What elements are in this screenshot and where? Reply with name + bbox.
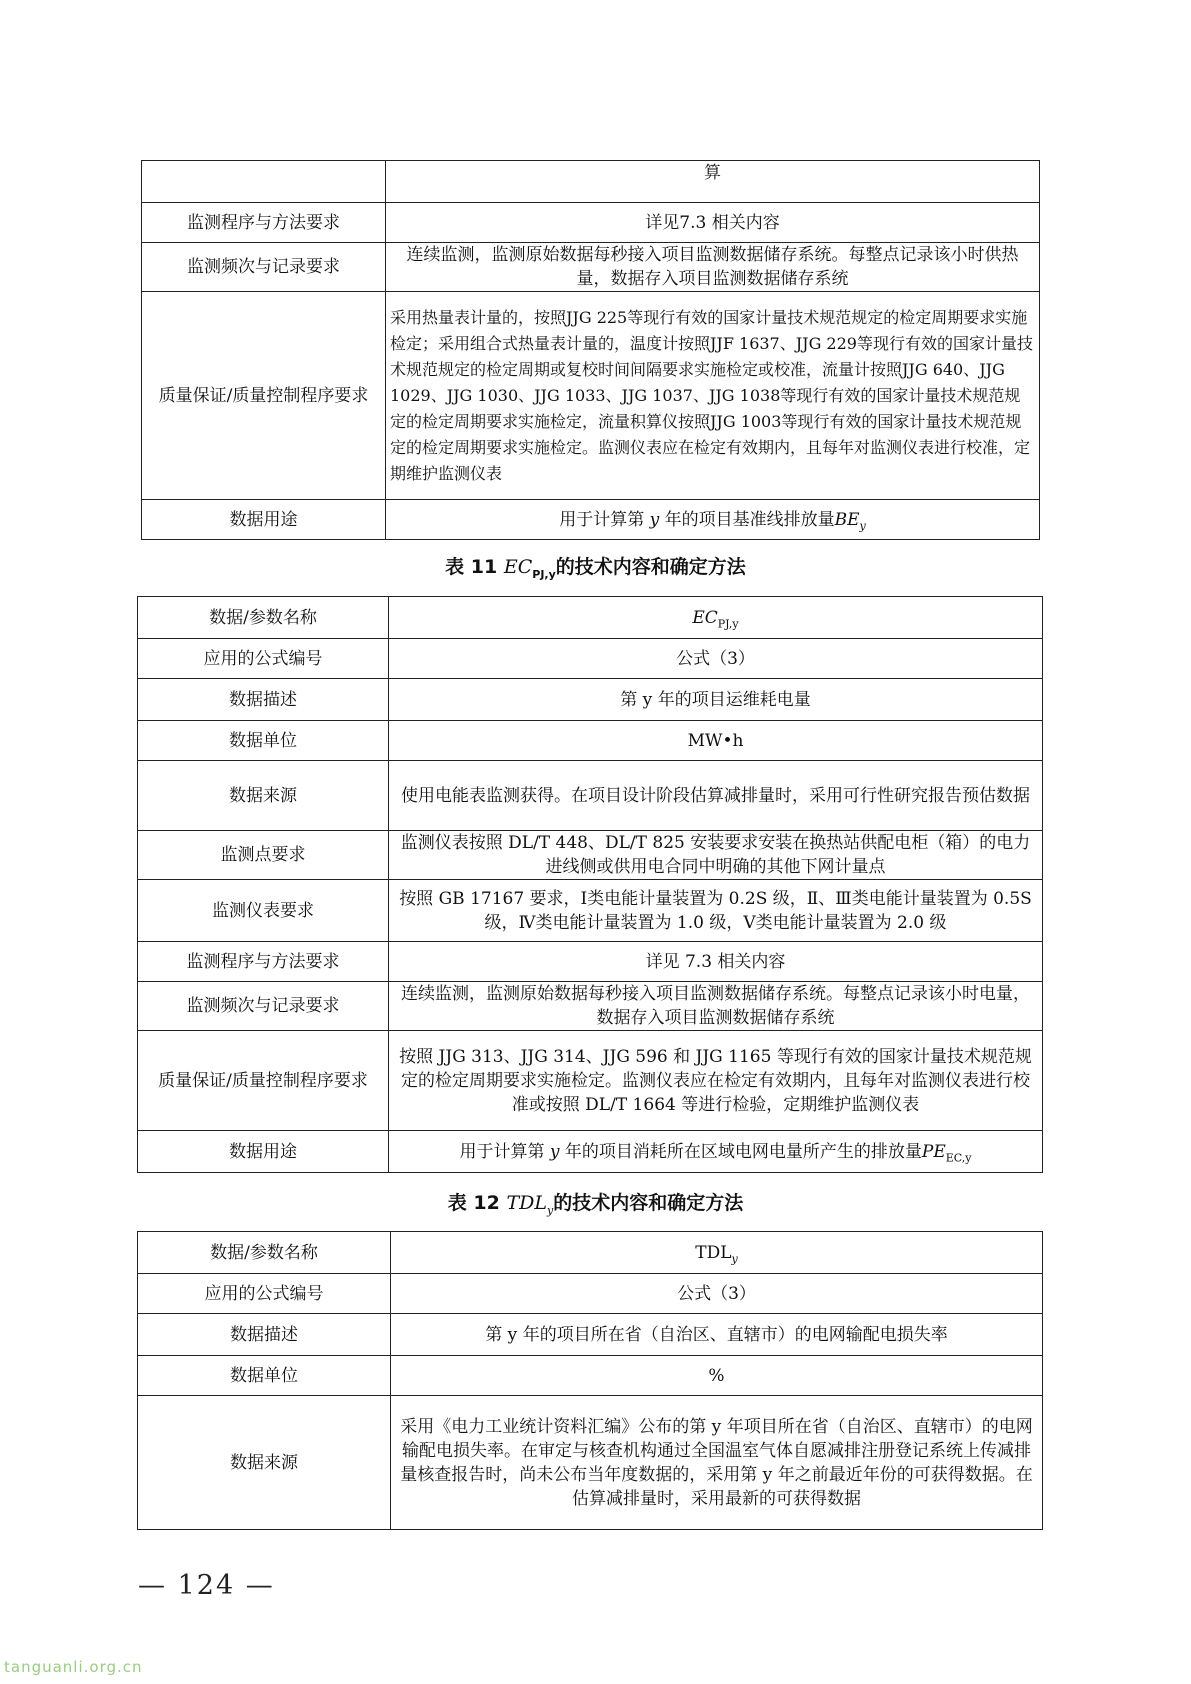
row-value <box>386 500 1040 540</box>
row-value: 使用电能表监测获得。在项目设计阶段估算减排量时，采用可行性研究报告预估数据 <box>389 761 1043 831</box>
table-row <box>138 831 1043 880</box>
table-row <box>138 721 1043 761</box>
table-row <box>142 243 1040 292</box>
row-label: 数据/参数名称 <box>138 597 389 639</box>
row-value: 连续监测，监测原始数据每秒接入项目监测数据储存系统。每整点记录该小时供热量，数据存入项目监测数据储存系统 <box>386 243 1040 292</box>
usage-year-var: y <box>649 509 660 530</box>
table-11 <box>137 596 1043 1173</box>
usage-text-pre: 用于计算第 <box>559 509 645 530</box>
usage-symbol: BE <box>834 509 860 530</box>
row-label: 质量保证/质量控制程序要求 <box>142 292 386 500</box>
row-label: 监测程序与方法要求 <box>138 942 389 982</box>
table-12-caption <box>0 1189 1191 1217</box>
table-row <box>142 500 1040 540</box>
row-value: 详见 7.3 相关内容 <box>389 942 1043 982</box>
row-label: 数据/参数名称 <box>138 1232 391 1274</box>
row-label: 数据用途 <box>142 500 386 540</box>
table-11-caption <box>0 553 1191 581</box>
table-row <box>138 1314 1043 1356</box>
table-row <box>142 292 1040 500</box>
watermark: tanguanli.org.cn <box>4 1658 143 1676</box>
row-value: 算 <box>386 161 1040 203</box>
caption-symbol: TDL <box>506 1192 547 1214</box>
param-symbol-sub: y <box>731 1251 738 1265</box>
row-label: 数据用途 <box>138 1131 389 1173</box>
row-label: 数据描述 <box>138 1314 391 1356</box>
row-value: 按照 GB 17167 要求，Ⅰ类电能计量装置为 0.2S 级，Ⅱ、Ⅲ类电能计量装置为 0.5S 级，Ⅳ类电能计量装置为 1.0 级，Ⅴ类电能计量装置为 2.0 级 <box>389 880 1043 942</box>
caption-symbol: EC <box>503 556 533 578</box>
row-value: 公式（3） <box>389 639 1043 679</box>
row-value: 第 y 年的项目运维耗电量 <box>389 679 1043 721</box>
row-value <box>391 1232 1043 1274</box>
table-12 <box>137 1231 1043 1530</box>
row-value: 监测仪表按照 DL/T 448、DL/T 825 安装要求安装在换热站供配电柜（箱）的电力进线侧或供用电合同中明确的其他下网计量点 <box>389 831 1043 880</box>
caption-suffix: 的技术内容和确定方法 <box>553 1192 744 1214</box>
table-top-continued <box>141 160 1040 540</box>
param-symbol: EC <box>692 607 718 628</box>
row-label: 监测频次与记录要求 <box>142 243 386 292</box>
caption-prefix: 表 12 <box>447 1192 500 1214</box>
caption-prefix: 表 11 <box>445 556 498 578</box>
table-row <box>138 679 1043 721</box>
row-value: 详见7.3 相关内容 <box>386 203 1040 243</box>
table-row <box>138 761 1043 831</box>
table-row <box>142 161 1040 203</box>
table-row <box>138 1356 1043 1396</box>
usage-symbol-sub: y <box>859 518 866 532</box>
row-label: 数据单位 <box>138 1356 391 1396</box>
row-label: 数据单位 <box>138 721 389 761</box>
table-row <box>138 1396 1043 1530</box>
table-row <box>138 639 1043 679</box>
row-value <box>389 597 1043 639</box>
row-label: 监测仪表要求 <box>138 880 389 942</box>
usage-text-pre: 用于计算第 <box>459 1141 545 1162</box>
row-label: 监测频次与记录要求 <box>138 982 389 1031</box>
row-label: 数据来源 <box>138 761 389 831</box>
row-label: 监测程序与方法要求 <box>142 203 386 243</box>
page-number: — 124 — <box>138 1570 275 1601</box>
table-row <box>138 597 1043 639</box>
table-row <box>138 982 1043 1031</box>
caption-symbol-sub: y <box>546 1203 554 1217</box>
table-row <box>142 203 1040 243</box>
row-label: 应用的公式编号 <box>138 639 389 679</box>
row-value: 采用《电力工业统计资料汇编》公布的第 y 年项目所在省（自治区、直辖市）的电网输配电损失率。在审定与核查机构通过全国温室气体自愿减排注册登记系统上传减排量核查报告时，尚未公布当年度数据的，采用第 y 年之前最近年份的可获得数据。在估算减排量时，采用最新的可获得数据 <box>391 1396 1043 1530</box>
row-value <box>389 1131 1043 1173</box>
row-label: 监测点要求 <box>138 831 389 880</box>
usage-text-mid: 年的项目基准线排放量 <box>664 509 835 530</box>
table-row <box>138 1274 1043 1314</box>
usage-symbol: PE <box>921 1141 946 1162</box>
row-value: 按照 JJG 313、JJG 314、JJG 596 和 JJG 1165 等现行有效的国家计量技术规范规定的检定周期要求实施检定。监测仪表应在检定有效期内，且每年对监测仪表进行校准或按照 DL/T 1664 等进行检验，定期维护监测仪表 <box>389 1031 1043 1131</box>
table-row <box>138 1232 1043 1274</box>
row-value: 公式（3） <box>391 1274 1043 1314</box>
row-value: % <box>391 1356 1043 1396</box>
table-row <box>138 880 1043 942</box>
row-value: 采用热量表计量的，按照JJG 225等现行有效的国家计量技术规范规定的检定周期要求实施检定；采用组合式热量表计量的，温度计按照JJF 1637、JJG 229等现行有效的国家计量技术规范规定的检定周期或复校时间间隔要求实施检定或校准，流量计按照JJG 640、JJG 1029、JJG 1030、JJG 1033、JJG 1037、JJG 1038等现行有效的国家计量技术规范规定的检定周期要求实施检定，流量积算仪按照JJG 1003等现行有效的国家计量技术规范规定的检定周期要求实施检定。监测仪表应在检定有效期内，且每年对监测仪表进行校准，定期维护监测仪表 <box>386 292 1040 500</box>
row-label <box>142 161 386 203</box>
table-row <box>138 942 1043 982</box>
row-label: 质量保证/质量控制程序要求 <box>138 1031 389 1131</box>
row-value: 第 y 年的项目所在省（自治区、直辖市）的电网输配电损失率 <box>391 1314 1043 1356</box>
param-symbol-sub: PJ,y <box>717 616 739 630</box>
row-label: 应用的公式编号 <box>138 1274 391 1314</box>
caption-symbol-sub: PJ,y <box>532 567 556 581</box>
param-symbol: TDL <box>695 1242 732 1263</box>
table-row <box>138 1131 1043 1173</box>
usage-text-mid: 年的项目消耗所在区域电网电量所产生的排放量 <box>564 1141 922 1162</box>
row-value: MW•h <box>389 721 1043 761</box>
row-label: 数据来源 <box>138 1396 391 1530</box>
usage-symbol-sub: EC,y <box>945 1150 972 1164</box>
usage-year-var: y <box>549 1141 560 1162</box>
table-row <box>138 1031 1043 1131</box>
row-value: 连续监测，监测原始数据每秒接入项目监测数据储存系统。每整点记录该小时电量，数据存入项目监测数据储存系统 <box>389 982 1043 1031</box>
caption-suffix: 的技术内容和确定方法 <box>555 556 746 578</box>
row-label: 数据描述 <box>138 679 389 721</box>
